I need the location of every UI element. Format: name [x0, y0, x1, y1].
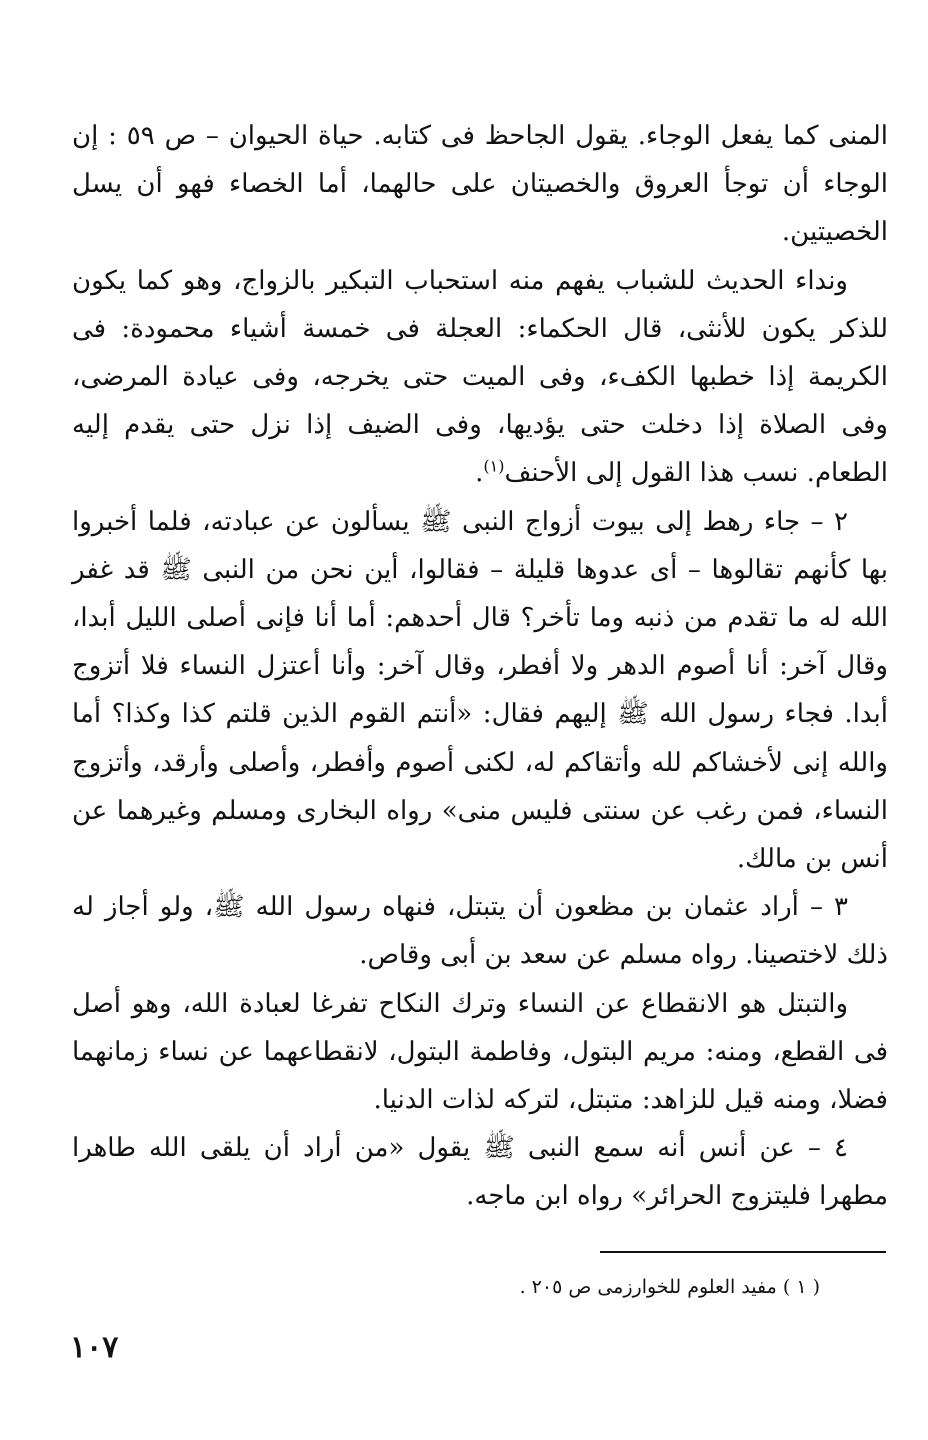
paragraph-2-text: ونداء الحديث للشباب يفهم منه استحباب التبكير بالزواج، وهو كما يكون للذكر يكون للأنثى، قال الحكماء: العجلة فى خمسة أشياء محمودة: فى الكريمة إذا خطبها الكفء، وفى الميت حتى يخرجه، وفى عيادة المرضى، وفى الصلاة إذا دخلت حتى يؤديها، وفى الضيف إذا نزل حتى يقدم إليه الطعام. نسب هذا القول إلى الأحنف	[72, 265, 888, 489]
paragraph-3: ٢ – جاء رهط إلى بيوت أزواج النبى ﷺ يسألون عن عبادته، فلما أخبروا بها كأنهم تقالوها – أى عدوها قليلة – فقالوا، أين نحن من النبى ﷺ قد غفر الله له ما تقدم من ذنبه وما تأخر؟ قال أحدهم: أما أنا فإنى أصلى الليل أبدا، وقال آخر: أنا أصوم الدهر ولا أفطر، وقال آخر: وأنا أعتزل النساء فلا أتزوج أبدا. فجاء رسول الله ﷺ إليهم فقال: «أنتم القوم الذين قلتم كذا وكذا؟ أما والله إنى لأخشاكم لله وأتقاكم له، لكنى أصوم وأفطر، وأصلى وأرقد، وأتزوج النساء، فمن رغب عن سنتى فليس منى» رواه البخارى ومسلم وغيرهما عن أنس بن مالك.	[72, 506, 888, 875]
footnote-divider	[600, 1251, 886, 1253]
main-text	[72, 112, 888, 1221]
footnote-marker: (١)	[483, 456, 505, 476]
footnote: ( ١ ) مفيد العلوم للخوارزمى ص ٢٠٥ .	[519, 1276, 820, 1298]
paragraph-2	[72, 257, 888, 498]
paragraph-1: المنى كما يفعل الوجاء. يقول الجاحظ فى كتابه. حياة الحيوان – ص ٥٩ : إن الوجاء أن توجأ العروق والخصيتان على حالهما، أما الخصاء فهو أن يسل الخصيتين.	[72, 121, 888, 248]
page-number: ١٠٧	[70, 1330, 119, 1365]
paragraph-4: ٣ – أراد عثمان بن مظعون أن يتبتل، فنهاه رسول الله ﷺ، ولو أجاز له ذلك لاختصينا. رواه مسلم عن سعد بن أبى وقاص.	[72, 892, 888, 971]
paragraph-2-end: .	[475, 458, 484, 489]
paragraph-5: والتبتل هو الانقطاع عن النساء وترك النكاح تفرغا لعبادة الله، وهو أصل فى القطع، ومنه: مريم البتول، وفاطمة البتول، لانقطاعهما عن نساء زمانهما فضلا، ومنه قيل للزاهد: متبتل، لتركه لذات الدنيا.	[72, 988, 888, 1116]
paragraph-6: ٤ – عن أنس أنه سمع النبى ﷺ يقول «من أراد أن يلقى الله طاهرا مطهرا فليتزوج الحرائر» رواه ابن ماجه.	[72, 1133, 888, 1212]
